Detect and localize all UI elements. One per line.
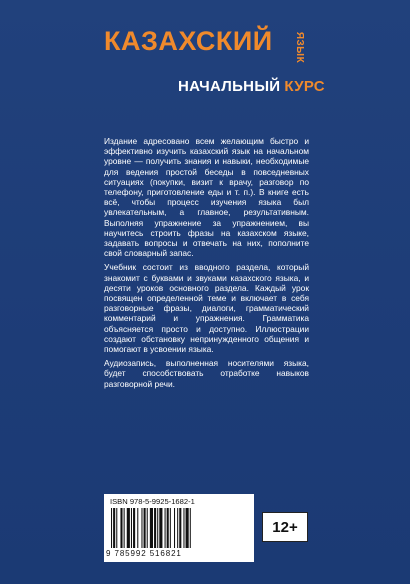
barcode-bar	[157, 508, 158, 548]
barcode-bar	[116, 508, 117, 548]
barcode-icon	[108, 508, 250, 548]
age-rating-badge: 12+	[262, 512, 308, 542]
subtitle-part2: КУРС	[284, 78, 325, 95]
barcode-bar	[174, 508, 175, 548]
barcode-bar	[154, 508, 156, 548]
barcode-bar	[147, 508, 148, 548]
description-paragraph-2: Учебник состоит из вводного раздела, который знакомит с буквами и звуками казахского языка, и десяти уроков основного раздела. Каждый урок посвящен определенной теме и включает в себя разговорные фразы, диалоги, грамматический комментарий и упражнения. Грамматика объясняется просто и доступно. Иллюстрации создают обстановку непринужденного общения и помогают в усвоении языка.	[104, 262, 309, 355]
barcode-bar	[179, 508, 181, 548]
barcode-bar	[165, 508, 166, 548]
book-title: КАЗАХСКИЙ	[104, 26, 273, 56]
barcode-bar	[137, 508, 138, 548]
barcode-bar	[113, 508, 115, 548]
isbn-text: ISBN 978-5-9925-1682-1	[110, 497, 195, 506]
barcode-bar	[183, 508, 184, 548]
barcode-bar	[170, 508, 171, 548]
barcode-bar	[186, 508, 189, 548]
barcode-block	[104, 494, 254, 562]
book-subtitle	[178, 78, 325, 95]
book-title-vertical	[296, 30, 312, 70]
barcode-bar	[127, 508, 130, 548]
barcode-bar	[167, 508, 169, 548]
barcode-number: 9 785992 516821	[106, 549, 182, 558]
barcode-bar	[133, 508, 135, 548]
description-text	[104, 136, 309, 393]
barcode-bar	[177, 508, 178, 548]
book-title-vertical-text: ЯЗЫК	[294, 31, 306, 64]
subtitle-part1: НАЧАЛЬНЫЙ	[178, 78, 281, 95]
description-paragraph-3: Аудиозапись, выполненная носителями языка, будет способствовать отработке навыков разговорной речи.	[104, 358, 309, 389]
barcode-bar	[131, 508, 132, 548]
barcode-bar	[144, 508, 146, 548]
barcode-bar	[190, 508, 191, 548]
barcode-bar	[150, 508, 153, 548]
barcode-bar	[159, 508, 162, 548]
description-paragraph-1: Издание адресовано всем желающим быстро и эффективно изучить казахский язык на начальном уровне — получить знания и навыки, необходимые для ведения простой беседы в повседневных ситуациях (покупки, визит к врачу, разговор по телефону, приготовление еды и т. п.). В книге есть всё, чтобы процесс изучения языка был увлекательным, а главное, результативным. Выполняя упражнение за упражнением, вы научитесь строить фразы на казахском языке, задавать вопросы и отвечать на них, пополните свой словарный запас.	[104, 136, 309, 259]
barcode-bar	[111, 508, 112, 548]
barcode-bar	[141, 508, 142, 548]
barcode-bar	[120, 508, 122, 548]
barcode-bar	[124, 508, 125, 548]
